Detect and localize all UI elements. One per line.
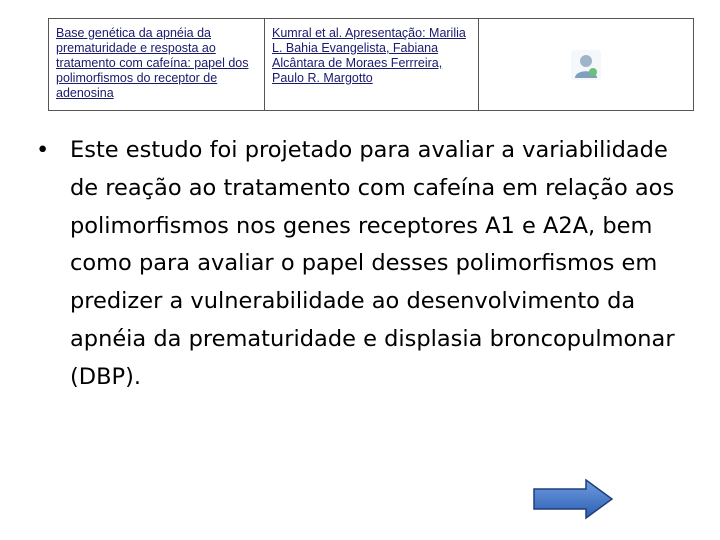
title-cell: [49, 19, 265, 110]
article-title-link[interactable]: Base genética da apnéia da prematuridade e resposta ao tratamento com cafeína: papel dos polimorfismos do receptor de adenosina: [56, 26, 249, 100]
bullet-item: [36, 132, 686, 397]
bullet-list: [36, 132, 686, 397]
header-table: [48, 18, 694, 111]
authors-link[interactable]: Kumral et al. Apresentação: Marilia L. Bahia Evangelista, Fabiana Alcântara de Moraes Ferrreira, Paulo R. Margotto: [272, 26, 466, 85]
user-avatar-icon[interactable]: [571, 50, 601, 80]
avatar-cell: [479, 19, 693, 110]
bullet-glyph: •: [36, 137, 50, 163]
authors-cell: [265, 19, 479, 110]
bullet-text: Este estudo foi projetado para avaliar a variabilidade de reação ao tratamento com cafeína em relação aos polimorfismos nos genes receptores A1 e A2A, bem como para avaliar o papel desses polimorfismos em predizer a vulnerabilidade ao desenvolvimento da apnéia da prematuridade e displasia broncopulmonar (DBP).: [70, 137, 675, 390]
right-arrow-icon[interactable]: [532, 478, 614, 520]
